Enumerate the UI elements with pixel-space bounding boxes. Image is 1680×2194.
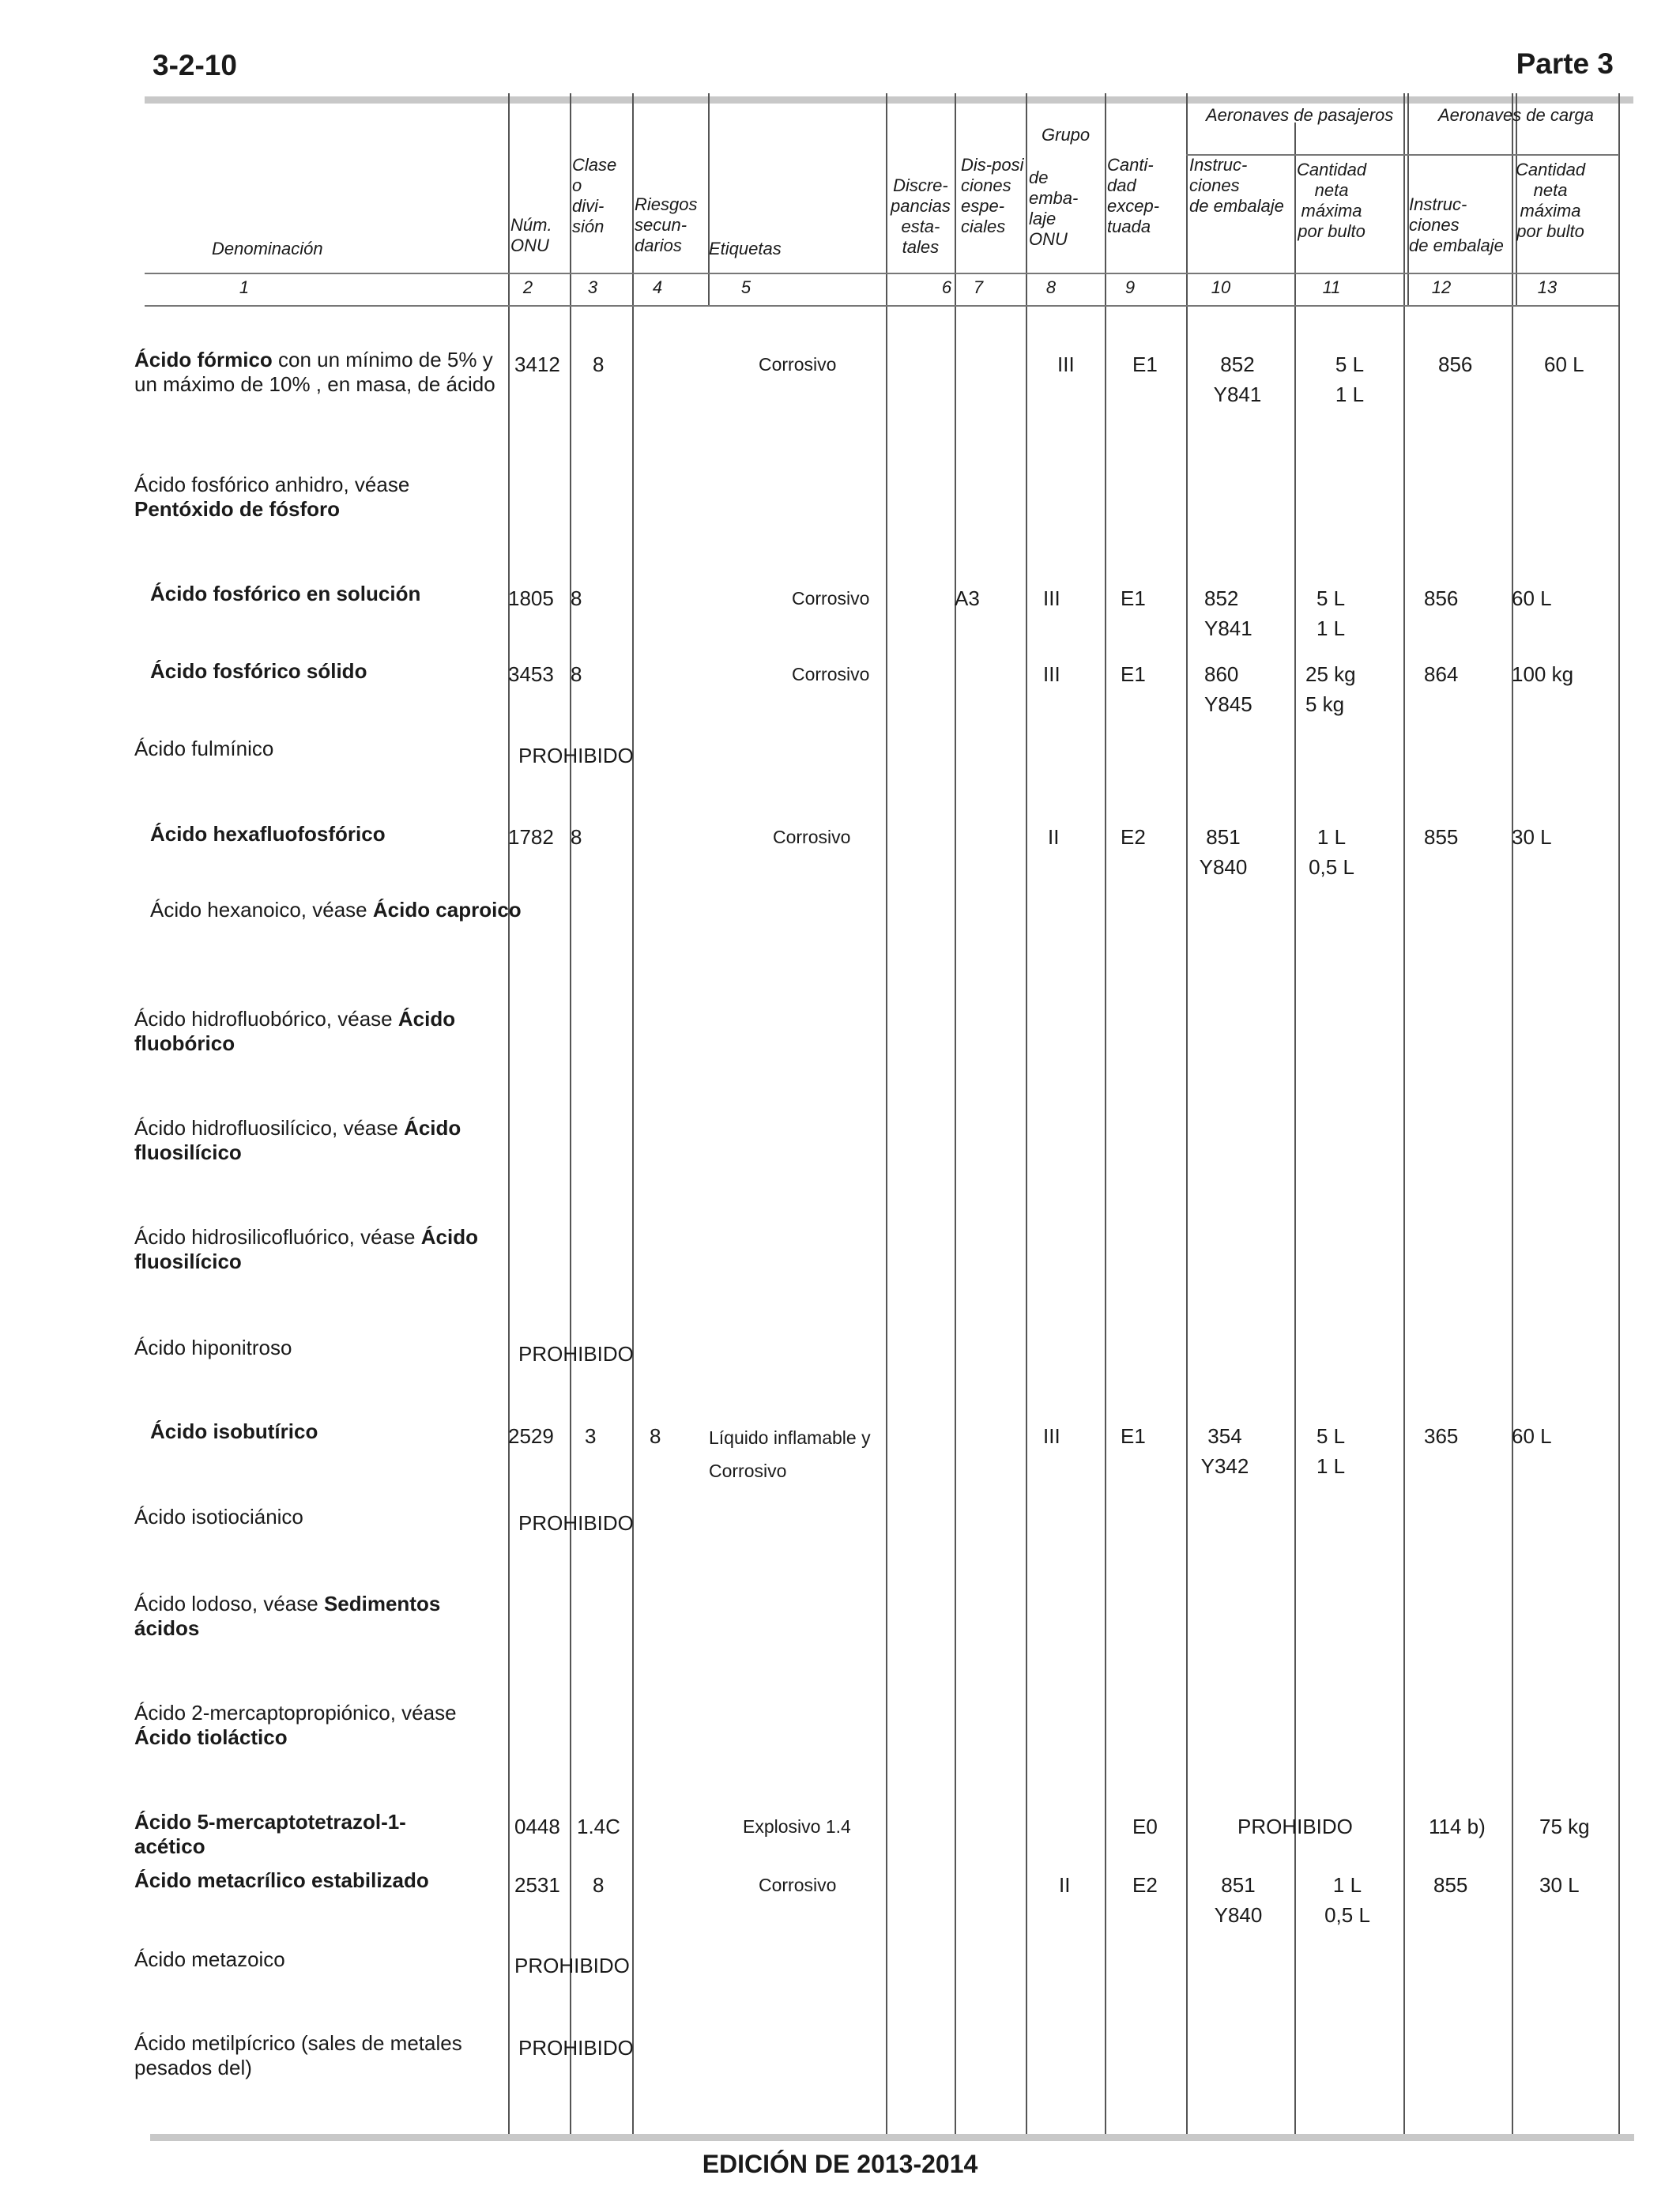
row-name: Ácido metazoico	[134, 1947, 285, 1971]
cell-cargo-max-qty: 60 L	[1544, 352, 1584, 376]
col-number-10: 10	[1211, 277, 1231, 297]
cell-class: 8	[593, 1873, 605, 1897]
cell-class: 8	[571, 662, 582, 686]
cell-label: Corrosivo	[773, 827, 851, 847]
cell-pax-max-qty: 5 L 1 L	[1317, 586, 1346, 640]
cell-label: Explosivo 1.4	[743, 1816, 851, 1837]
cell-excepted-qty: E1	[1121, 1424, 1146, 1448]
col-number-2: 2	[522, 277, 533, 297]
cell-prohibited: PROHIBIDO	[518, 2036, 634, 2060]
col-number-5: 5	[740, 277, 751, 297]
row-name: Ácido isotiociánico	[134, 1505, 303, 1529]
top-rule	[145, 96, 1633, 104]
cell-pax-instructions: 851 Y840	[1199, 825, 1248, 879]
cell-pax-instructions: 852 Y841	[1204, 586, 1252, 640]
col-header-cant-pax: Cantidad neta máxima por bulto	[1297, 160, 1367, 241]
row-name: Ácido hexanoico, véase Ácido caproico	[150, 898, 522, 922]
row-name: Ácido hidrosilicofluórico, véase Ácido fluosilícico	[134, 1225, 478, 1273]
col-header-cant-cargo: Cantidad neta máxima por bulto	[1516, 160, 1586, 241]
cell-un-number: 2531	[514, 1873, 560, 1897]
cell-cargo-max-qty: 30 L	[1512, 825, 1552, 849]
row-name: Ácido hiponitroso	[134, 1336, 292, 1359]
cell-un-number: 1805	[508, 586, 554, 610]
row-name: Ácido 2-mercaptopropiónico, véase Ácido tioláctico	[134, 1701, 457, 1749]
col-header-riesgos: Riesgos secun- darios	[635, 194, 698, 255]
cell-subsidiary-risk: 8	[650, 1424, 661, 1448]
bottom-rule	[150, 2134, 1634, 2141]
row-name: Ácido fosfórico en solución	[150, 582, 421, 605]
cell-cargo-max-qty: 75 kg	[1539, 1815, 1590, 1838]
cell-pax-max-qty: 25 kg 5 kg	[1305, 662, 1356, 716]
cell-cargo-instructions: 855	[1424, 825, 1459, 849]
cell-special-provisions: A3	[955, 586, 980, 610]
cell-prohibited: PROHIBIDO	[518, 1342, 634, 1366]
cell-un-number: 0448	[514, 1815, 560, 1838]
row-name: Ácido fulmínico	[134, 737, 274, 760]
group-passenger-aircraft: Aeronaves de pasajeros	[1206, 105, 1394, 125]
col-number-4: 4	[652, 277, 663, 297]
cell-cargo-instructions: 365	[1424, 1424, 1459, 1448]
cell-pax-prohibited: PROHIBIDO	[1237, 1815, 1353, 1838]
col-header-disposiciones: Dis-posi ciones espe- ciales	[961, 155, 1024, 236]
cell-excepted-qty: E0	[1132, 1815, 1158, 1838]
cell-packing-group: II	[1059, 1873, 1071, 1897]
col-number-6: 6	[941, 277, 952, 297]
page-ref: 3-2-10	[153, 49, 237, 81]
cell-pax-max-qty: 5 L 1 L	[1335, 352, 1365, 406]
cell-class: 1.4C	[577, 1815, 620, 1838]
cell-class: 8	[571, 586, 582, 610]
cell-cargo-instructions: 856	[1438, 352, 1473, 376]
row-name: Ácido hexafluofosfórico	[150, 822, 386, 846]
cell-prohibited: PROHIBIDO	[518, 1511, 634, 1535]
row-name: Ácido hidrofluobórico, véase Ácido fluobórico	[134, 1007, 456, 1055]
cell-excepted-qty: E2	[1132, 1873, 1158, 1897]
cell-pax-max-qty: 1 L 0,5 L	[1309, 825, 1354, 879]
cell-packing-group: III	[1043, 662, 1060, 686]
cell-cargo-instructions: 114 b)	[1429, 1815, 1486, 1838]
col-header-num-onu: Núm. ONU	[510, 215, 552, 255]
col-number-8: 8	[1045, 277, 1057, 297]
col-header-grupo-embalaje: de emba- laje ONU	[1029, 168, 1079, 249]
row-name: Ácido isobutírico	[150, 1419, 318, 1443]
part-label: Parte 3	[1516, 47, 1614, 80]
cell-cargo-max-qty: 60 L	[1512, 1424, 1552, 1448]
row-name: Ácido metilpícrico (sales de metales pesados del)	[134, 2031, 462, 2079]
cell-pax-instructions: 852 Y841	[1213, 352, 1262, 406]
cell-label: Corrosivo	[792, 588, 870, 609]
cell-packing-group: II	[1048, 825, 1060, 849]
col-header-etiquetas: Etiquetas	[709, 239, 782, 258]
row-name: Ácido fórmico con un mínimo de 5% y un máximo de 10% , en masa, de ácido	[134, 348, 495, 396]
cell-cargo-instructions: 855	[1433, 1873, 1468, 1897]
cell-label: Corrosivo	[759, 354, 837, 375]
cell-class: 3	[585, 1424, 597, 1448]
cell-prohibited: PROHIBIDO	[514, 1954, 630, 1977]
cell-excepted-qty: E1	[1121, 586, 1146, 610]
cell-cargo-instructions: 864	[1424, 662, 1459, 686]
cell-excepted-qty: E1	[1132, 352, 1158, 376]
col-number-7: 7	[973, 277, 984, 297]
col-number-12: 12	[1431, 277, 1452, 297]
cell-cargo-max-qty: 30 L	[1539, 1873, 1580, 1897]
row-name: Ácido hidrofluosilícico, véase Ácido fluosilícico	[134, 1116, 461, 1164]
cell-label: Líquido inflamable y Corrosivo	[709, 1427, 871, 1481]
row-name: Ácido metacrílico estabilizado	[134, 1868, 429, 1892]
col-header-denominacion: Denominación	[212, 239, 323, 258]
grupo-label: Grupo	[1042, 125, 1090, 145]
col-header-discrepancias: Discre- pancias esta- tales	[891, 175, 951, 257]
group-cargo-aircraft: Aeronaves de carga	[1438, 105, 1594, 125]
col-number-9: 9	[1124, 277, 1136, 297]
col-header-instr-cargo: Instruc- ciones de embalaje	[1409, 194, 1504, 255]
cell-cargo-max-qty: 100 kg	[1512, 662, 1574, 686]
cell-pax-max-qty: 1 L 0,5 L	[1324, 1873, 1370, 1927]
cell-packing-group: III	[1043, 1424, 1060, 1448]
cell-class: 8	[593, 352, 605, 376]
cell-pax-max-qty: 5 L 1 L	[1317, 1424, 1346, 1478]
cell-cargo-instructions: 856	[1424, 586, 1459, 610]
cell-pax-instructions: 860 Y845	[1204, 662, 1252, 716]
cell-cargo-max-qty: 60 L	[1512, 586, 1552, 610]
cell-un-number: 3453	[508, 662, 554, 686]
col-number-3: 3	[587, 277, 598, 297]
cell-pax-instructions: 354 Y342	[1200, 1424, 1249, 1478]
row-name: Ácido 5-mercaptotetrazol-1-acético	[134, 1810, 406, 1858]
cell-excepted-qty: E1	[1121, 662, 1146, 686]
col-header-cantidad-exceptuada: Canti- dad excep- tuada	[1107, 155, 1160, 236]
cell-label: Corrosivo	[792, 664, 870, 684]
col-number-1: 1	[239, 277, 250, 297]
cell-class: 8	[571, 825, 582, 849]
row-name: Ácido lodoso, véase Sedimentos ácidos	[134, 1592, 441, 1640]
cell-label: Corrosivo	[759, 1875, 837, 1895]
edition-footer: EDICIÓN DE 2013-2014	[702, 2150, 978, 2178]
cell-prohibited: PROHIBIDO	[518, 744, 634, 767]
cell-pax-instructions: 851 Y840	[1214, 1873, 1263, 1927]
cell-packing-group: III	[1057, 352, 1075, 376]
cell-un-number: 3412	[514, 352, 560, 376]
cell-un-number: 1782	[508, 825, 554, 849]
cell-excepted-qty: E2	[1121, 825, 1146, 849]
cell-packing-group: III	[1043, 586, 1060, 610]
col-number-13: 13	[1537, 277, 1558, 297]
row-name: Ácido fosfórico anhidro, véase Pentóxido de fósforo	[134, 473, 410, 521]
row-name: Ácido fosfórico sólido	[150, 659, 367, 683]
cell-un-number: 2529	[508, 1424, 554, 1448]
col-header-clase: Clase o divi- sión	[572, 155, 617, 236]
col-header-instr-pax: Instruc- ciones de embalaje	[1189, 155, 1284, 216]
col-number-11: 11	[1322, 277, 1341, 297]
